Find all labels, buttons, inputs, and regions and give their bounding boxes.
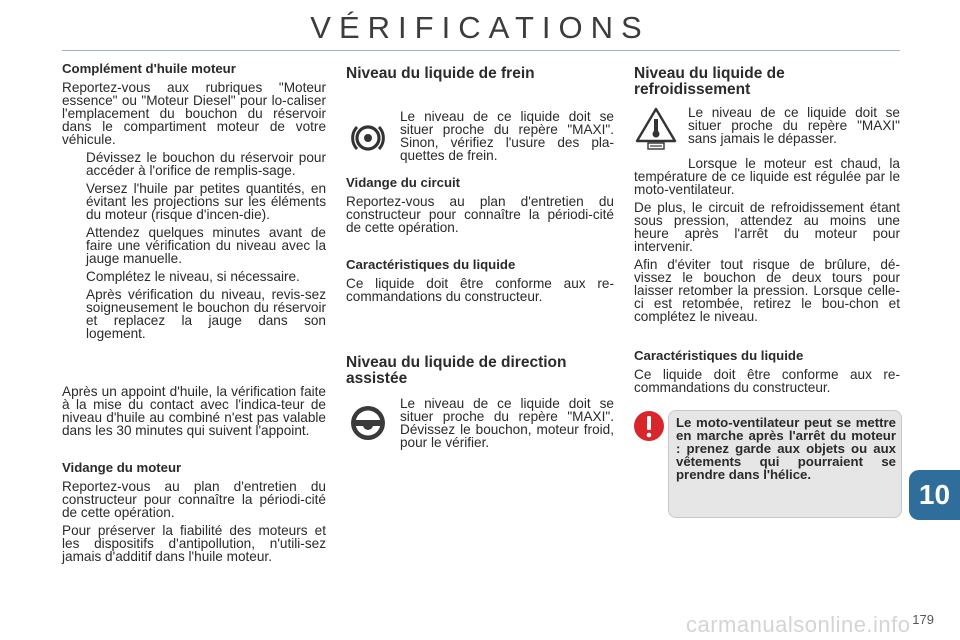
oil-change-text: Reportez-vous au plan d'entretien du constructeur pour connaître la périodi-cité de cette opération. <box>62 479 326 520</box>
coolant-spec-heading: Caractéristiques du liquide <box>634 348 804 363</box>
oil-topup-heading: Complément d'huile moteur <box>62 61 236 76</box>
brake-spec-text: Ce liquide doit être conforme aux re-commandations du constructeur. <box>346 276 614 304</box>
brake-circuit-heading: Vidange du circuit <box>346 175 461 190</box>
list-item: Après vérification du niveau, revis-sez soigneusement le bouchon du réservoir et replacez la jauge dans son logement. <box>86 287 326 341</box>
brake-fluid-intro: Le niveau de ce liquide doit se situer proche du repère "MAXI". Sinon, vérifiez l'usure des pla-quettes de frein. <box>346 110 614 162</box>
oil-topup-intro: Reportez-vous aux rubriques "Moteur essence" ou "Moteur Diesel" pour lo-caliser l'emplacement du bouchon du réservoir dans le compartiment moteur de votre véhicule. <box>62 80 326 147</box>
chapter-tab[interactable]: 10 <box>909 470 960 520</box>
coolant-burn-text: Afin d'éviter tout risque de brûlure, dé-vissez le bouchon de deux tours pour laisser retomber la pression. Lorsque celle-ci est retombée, retirez le bou-chon et complétez le niveau. <box>634 257 900 324</box>
watermark: carmanualsonline.info <box>686 612 911 637</box>
oil-after-topup-note: Après un appoint d'huile, la vérification faite à la mise du contact avec l'indica-teur de niveau d'huile au combiné n'est pas valable dans les 30 minutes qui suivent l'appoint. <box>62 384 326 438</box>
coolant-temperature-icon <box>634 106 678 150</box>
steering-fluid-intro: Le niveau de ce liquide doit se situer proche du repère "MAXI". Dévissez le bouchon, moteur froid, pour le vérifier. <box>346 397 614 449</box>
fan-warning-text: Le moto-ventilateur peut se mettre en marche après l'arrêt du moteur : prenez garde aux objets ou aux vêtements qui pourraient se prendre dans l'hélice. <box>676 415 896 482</box>
oil-change-heading: Vidange du moteur <box>62 460 182 475</box>
brake-spec-heading: Caractéristiques du liquide <box>346 257 516 272</box>
page-number: 179 <box>912 612 934 627</box>
brake-circuit-text: Reportez-vous au plan d'entretien du constructeur pour connaître la périodi-cité de cette opération. <box>346 194 614 235</box>
coolant-hot-text: Lorsque le moteur est chaud, la température de ce liquide est régulée par le moto-ventilateur. <box>634 156 900 197</box>
column-coolant <box>634 66 900 399</box>
exclamation-warning-icon <box>633 410 665 442</box>
oil-topup-steps <box>62 151 326 340</box>
coolant-intro: Le niveau de ce liquide doit se situer proche du repère "MAXI" sans jamais le dépasser. <box>634 106 900 150</box>
steering-fluid-title: Niveau du liquide de direction assistée <box>346 354 567 387</box>
brake-warning-icon <box>346 116 390 160</box>
list-item: Versez l'huile par petites quantités, en évitant les projections sur les éléments du moteur (risque d'incen-die). <box>86 181 326 222</box>
oil-additive-text: Pour préserver la fiabilité des moteurs et les dispositifs d'antipollution, n'utili-sez jamais d'additif dans l'huile moteur. <box>62 523 326 564</box>
list-item: Complétez le niveau, si nécessaire. <box>86 269 300 284</box>
column-brake-steering <box>346 66 614 463</box>
title-divider <box>62 50 900 51</box>
brake-fluid-title: Niveau du liquide de frein <box>346 65 535 82</box>
coolant-title: Niveau du liquide de refroidissement <box>634 65 785 98</box>
list-item: Dévissez le bouchon du réservoir pour accéder à l'orifice de remplis-sage. <box>86 150 326 178</box>
steering-wheel-icon <box>346 401 390 445</box>
coolant-spec-text: Ce liquide doit être conforme aux re-commandations du constructeur. <box>634 367 900 395</box>
coolant-pressure-text: De plus, le circuit de refroidissement étant sous pression, attendez au moins une heure après l'arrêt du moteur pour intervenir. <box>634 200 900 254</box>
list-item: Attendez quelques minutes avant de faire une vérification du niveau avec la jauge manuelle. <box>86 225 326 266</box>
column-oil <box>62 62 326 568</box>
page-title: VÉRIFICATIONS <box>310 10 650 45</box>
